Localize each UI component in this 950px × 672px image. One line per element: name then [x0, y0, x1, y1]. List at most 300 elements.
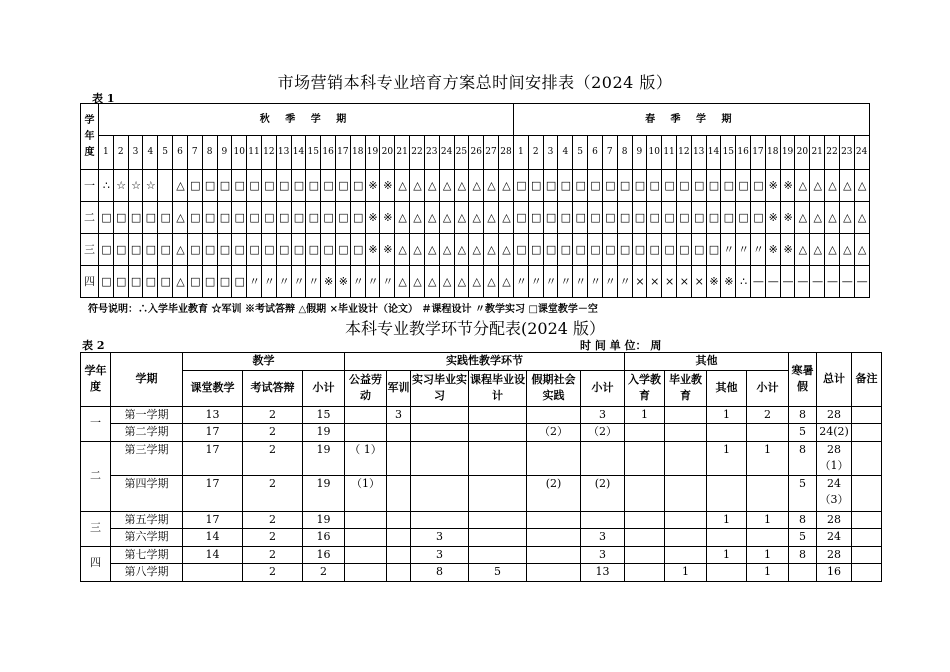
subheader-cell: 入学教育 [625, 370, 665, 406]
week-cell: 〃 [721, 234, 736, 266]
value-cell [581, 511, 625, 529]
value-cell: 13 [183, 406, 243, 424]
spring-week-number: 23 [839, 136, 854, 170]
week-cell: △ [469, 202, 484, 234]
value-cell: 24（3） [817, 475, 852, 511]
term-name-cell: 第八学期 [111, 564, 183, 582]
week-cell: □ [617, 202, 632, 234]
week-cell: ※ [765, 234, 780, 266]
week-cell: □ [291, 234, 306, 266]
week-cell: △ [395, 202, 410, 234]
table1-label: 表 1 [92, 92, 115, 105]
week-cell: □ [247, 170, 262, 202]
week-cell: △ [173, 170, 188, 202]
spring-week-number: 19 [780, 136, 795, 170]
week-cell: □ [217, 266, 232, 298]
week-cell: □ [602, 234, 617, 266]
value-cell [665, 406, 707, 424]
week-cell: △ [454, 170, 469, 202]
term-name-cell: 第四学期 [111, 475, 183, 511]
value-cell: 2 [243, 511, 303, 529]
week-cell: ※ [765, 170, 780, 202]
spring-week-number: 3 [543, 136, 558, 170]
week-cell: △ [395, 170, 410, 202]
value-cell: 2 [243, 424, 303, 442]
week-cell: △ [173, 266, 188, 298]
value-cell [469, 441, 527, 475]
subheader-cell: 考试答辩 [243, 370, 303, 406]
week-cell: △ [839, 202, 854, 234]
autumn-week-number: 2 [113, 136, 128, 170]
value-cell [665, 424, 707, 442]
week-cell: ※ [721, 266, 736, 298]
week-cell: □ [588, 170, 603, 202]
value-cell: （1） [345, 475, 387, 511]
week-cell: △ [439, 202, 454, 234]
week-cell: □ [261, 170, 276, 202]
value-cell [387, 511, 411, 529]
week-cell: ※ [365, 170, 380, 202]
value-cell [852, 529, 882, 547]
week-cell: × [676, 266, 691, 298]
week-cell: 〃 [380, 266, 395, 298]
value-cell: 5 [789, 424, 817, 442]
week-cell: ※ [765, 202, 780, 234]
week-cell: □ [158, 202, 173, 234]
week-cell: × [647, 266, 662, 298]
week-cell: □ [143, 234, 158, 266]
week-cell: □ [736, 202, 751, 234]
value-cell: 2 [243, 529, 303, 547]
value-cell: (2) [527, 475, 581, 511]
autumn-week-number: 20 [380, 136, 395, 170]
value-cell: 15 [303, 406, 345, 424]
autumn-week-number: 1 [99, 136, 114, 170]
week-cell: □ [128, 202, 143, 234]
subheader-cell: 毕业教育 [665, 370, 707, 406]
week-cell: — [795, 266, 810, 298]
week-cell: ※ [780, 202, 795, 234]
week-cell: □ [573, 170, 588, 202]
spring-week-number: 18 [765, 136, 780, 170]
header-vacation: 寒暑假 [789, 353, 817, 407]
value-cell: 1 [707, 406, 747, 424]
term-name-cell: 第六学期 [111, 529, 183, 547]
value-cell [387, 529, 411, 547]
week-cell: 〃 [617, 266, 632, 298]
value-cell [469, 406, 527, 424]
week-cell: △ [469, 266, 484, 298]
schedule-table [80, 103, 870, 298]
value-cell [625, 564, 665, 582]
autumn-week-number: 23 [424, 136, 439, 170]
value-cell: （ 1） [345, 441, 387, 475]
week-cell: □ [217, 202, 232, 234]
week-cell: 〃 [306, 266, 321, 298]
week-cell: □ [128, 266, 143, 298]
table2-label: 表 2 [82, 339, 105, 352]
value-cell [852, 406, 882, 424]
week-cell: □ [247, 234, 262, 266]
week-cell: □ [187, 234, 202, 266]
year-cell: 二 [81, 441, 111, 511]
week-cell: □ [573, 234, 588, 266]
week-cell: □ [514, 202, 529, 234]
week-cell: ∴ [99, 170, 114, 202]
week-cell: □ [113, 266, 128, 298]
autumn-week-number: 27 [484, 136, 499, 170]
value-cell [345, 511, 387, 529]
autumn-week-number: 11 [247, 136, 262, 170]
year-header-char: 年 [84, 130, 95, 142]
value-cell [852, 441, 882, 475]
header-year: 学年度 [81, 353, 111, 407]
week-cell: × [662, 266, 677, 298]
value-cell: 3 [387, 406, 411, 424]
week-cell: ※ [706, 266, 721, 298]
week-cell: □ [647, 234, 662, 266]
value-cell: 16 [303, 546, 345, 564]
week-cell: ※ [365, 202, 380, 234]
week-cell: ※ [380, 170, 395, 202]
schedule-title: 市场营销本科专业培育方案总时间安排表（2024 版） [277, 73, 673, 92]
subheader-cell: 小计 [581, 370, 625, 406]
week-cell: △ [498, 170, 513, 202]
value-cell: 28（1） [817, 441, 852, 475]
value-cell: 13 [581, 564, 625, 582]
value-cell: 8 [411, 564, 469, 582]
week-cell: □ [751, 170, 766, 202]
week-cell: □ [558, 202, 573, 234]
week-cell: □ [232, 170, 247, 202]
header-note: 备注 [852, 353, 882, 407]
value-cell [852, 424, 882, 442]
week-cell: □ [691, 170, 706, 202]
value-cell: 17 [183, 424, 243, 442]
week-cell: ∴ [736, 266, 751, 298]
term-row [81, 406, 882, 424]
value-cell [345, 406, 387, 424]
year-header-char: 学 [84, 114, 95, 126]
week-cell: □ [306, 234, 321, 266]
week-cell: ☆ [113, 170, 128, 202]
week-cell: △ [395, 234, 410, 266]
value-cell [747, 529, 789, 547]
value-cell: 19 [303, 424, 345, 442]
term-row [81, 546, 882, 564]
week-cell: □ [247, 202, 262, 234]
week-cell: □ [321, 170, 336, 202]
week-cell: □ [232, 202, 247, 234]
subheader-cell: 假期社会实践 [527, 370, 581, 406]
week-cell: 〃 [573, 266, 588, 298]
week-cell: □ [350, 234, 365, 266]
week-cell: □ [706, 234, 721, 266]
week-cell: □ [736, 170, 751, 202]
week-cell: □ [514, 234, 529, 266]
week-cell: □ [528, 202, 543, 234]
week-cell: — [780, 266, 795, 298]
value-cell [527, 529, 581, 547]
week-cell: □ [588, 202, 603, 234]
week-cell: □ [99, 202, 114, 234]
week-cell: □ [143, 202, 158, 234]
autumn-week-number: 12 [261, 136, 276, 170]
value-cell [469, 529, 527, 547]
week-cell: □ [632, 202, 647, 234]
week-cell: △ [439, 234, 454, 266]
week-cell: △ [854, 202, 869, 234]
value-cell [665, 511, 707, 529]
spring-week-number: 15 [721, 136, 736, 170]
value-cell: （2） [527, 424, 581, 442]
value-cell: 1 [707, 511, 747, 529]
week-cell: 〃 [528, 266, 543, 298]
week-cell: ※ [380, 202, 395, 234]
value-cell: 24(2) [817, 424, 852, 442]
autumn-week-number: 24 [439, 136, 454, 170]
term-row [81, 529, 882, 547]
week-cell: □ [336, 234, 351, 266]
week-cell: □ [306, 170, 321, 202]
week-cell: □ [261, 234, 276, 266]
autumn-week-number: 4 [143, 136, 158, 170]
value-cell [469, 424, 527, 442]
week-cell: △ [454, 234, 469, 266]
term-row [81, 564, 882, 582]
week-cell: △ [424, 234, 439, 266]
week-cell: △ [498, 234, 513, 266]
week-cell: 〃 [291, 266, 306, 298]
term-name-cell: 第七学期 [111, 546, 183, 564]
value-cell: 24 [817, 529, 852, 547]
week-cell: □ [158, 266, 173, 298]
week-cell: □ [336, 202, 351, 234]
value-cell [411, 475, 469, 511]
value-cell: 2 [303, 564, 345, 582]
value-cell [411, 441, 469, 475]
week-cell: △ [795, 234, 810, 266]
spring-week-number: 22 [825, 136, 840, 170]
autumn-week-number: 19 [365, 136, 380, 170]
subheader-cell: 实习毕业实习 [411, 370, 469, 406]
year-header-cell [81, 104, 99, 170]
week-cell: △ [854, 170, 869, 202]
week-cell: □ [662, 170, 677, 202]
spring-week-number: 14 [706, 136, 721, 170]
week-cell: □ [647, 170, 662, 202]
week-cell: — [854, 266, 869, 298]
week-cell: □ [291, 170, 306, 202]
week-cell: □ [99, 234, 114, 266]
value-cell: 28 [817, 546, 852, 564]
value-cell: （2） [581, 424, 625, 442]
value-cell [345, 424, 387, 442]
week-cell: △ [839, 170, 854, 202]
value-cell: 1 [747, 546, 789, 564]
value-cell [625, 424, 665, 442]
week-cell: ※ [780, 170, 795, 202]
spring-week-number: 12 [676, 136, 691, 170]
value-cell [527, 406, 581, 424]
week-cell: 〃 [247, 266, 262, 298]
week-cell: □ [558, 234, 573, 266]
value-cell [183, 564, 243, 582]
value-cell: 17 [183, 441, 243, 475]
value-cell: 8 [789, 546, 817, 564]
week-cell: △ [498, 202, 513, 234]
week-cell: □ [543, 202, 558, 234]
week-cell: △ [410, 202, 425, 234]
week-cell: □ [751, 202, 766, 234]
week-cell: □ [202, 266, 217, 298]
week-cell: △ [795, 170, 810, 202]
spring-week-number: 2 [528, 136, 543, 170]
value-cell [527, 564, 581, 582]
value-cell [625, 529, 665, 547]
value-cell: 2 [243, 475, 303, 511]
year-cell: 三 [81, 234, 99, 266]
week-cell: □ [632, 170, 647, 202]
value-cell [345, 529, 387, 547]
week-cell: □ [321, 234, 336, 266]
value-cell [345, 546, 387, 564]
autumn-week-number: 13 [276, 136, 291, 170]
week-cell: □ [647, 202, 662, 234]
week-cell: □ [350, 202, 365, 234]
spring-week-number: 17 [751, 136, 766, 170]
value-cell: (2) [581, 475, 625, 511]
week-cell: △ [825, 170, 840, 202]
week-cell: 〃 [261, 266, 276, 298]
value-cell [707, 529, 747, 547]
header-other: 其他 [625, 353, 789, 371]
value-cell [527, 511, 581, 529]
autumn-week-number: 26 [469, 136, 484, 170]
week-cell: □ [543, 170, 558, 202]
week-cell: □ [691, 234, 706, 266]
header-term: 学期 [111, 353, 183, 407]
week-cell: □ [232, 234, 247, 266]
week-cell: □ [617, 234, 632, 266]
value-cell [852, 564, 882, 582]
week-cell: △ [498, 266, 513, 298]
autumn-week-number: 5 [158, 136, 173, 170]
week-cell: □ [336, 170, 351, 202]
value-cell: 19 [303, 475, 345, 511]
value-cell: 1 [747, 564, 789, 582]
value-cell: 1 [747, 441, 789, 475]
week-cell: 〃 [602, 266, 617, 298]
value-cell: 2 [747, 406, 789, 424]
week-cell: △ [439, 266, 454, 298]
value-cell: 5 [469, 564, 527, 582]
autumn-week-number: 15 [306, 136, 321, 170]
week-cell: △ [795, 202, 810, 234]
allocation-table [80, 352, 882, 582]
header-teaching: 教学 [183, 353, 345, 371]
week-cell: □ [202, 170, 217, 202]
week-cell: △ [484, 234, 499, 266]
week-cell: □ [276, 202, 291, 234]
value-cell [852, 546, 882, 564]
week-cell: — [751, 266, 766, 298]
week-cell: □ [232, 266, 247, 298]
value-cell: 16 [817, 564, 852, 582]
value-cell: 19 [303, 511, 345, 529]
autumn-week-number: 10 [232, 136, 247, 170]
value-cell [852, 511, 882, 529]
week-cell: □ [588, 234, 603, 266]
value-cell: 3 [581, 529, 625, 547]
week-cell: ※ [321, 266, 336, 298]
autumn-week-number: 6 [173, 136, 188, 170]
week-cell: □ [676, 234, 691, 266]
week-cell: □ [676, 170, 691, 202]
value-cell [411, 424, 469, 442]
week-cell: △ [839, 234, 854, 266]
schedule-row [81, 170, 870, 202]
spring-week-number: 5 [573, 136, 588, 170]
value-cell [625, 511, 665, 529]
value-cell [707, 424, 747, 442]
week-cell: 〃 [543, 266, 558, 298]
week-cell: △ [439, 170, 454, 202]
term-row [81, 424, 882, 442]
autumn-week-number: 3 [128, 136, 143, 170]
value-cell [411, 406, 469, 424]
week-cell: ※ [780, 234, 795, 266]
value-cell [527, 441, 581, 475]
week-cell: □ [528, 170, 543, 202]
autumn-week-number: 14 [291, 136, 306, 170]
year-cell: 一 [81, 406, 111, 441]
value-cell [665, 475, 707, 511]
week-cell: □ [187, 202, 202, 234]
week-cell: □ [187, 170, 202, 202]
week-cell: 〃 [365, 266, 380, 298]
week-cell: □ [514, 170, 529, 202]
autumn-week-number: 28 [498, 136, 513, 170]
value-cell: 1 [707, 546, 747, 564]
spring-week-number: 13 [691, 136, 706, 170]
week-cell: □ [291, 202, 306, 234]
week-cell: 〃 [514, 266, 529, 298]
value-cell [411, 511, 469, 529]
week-cell: □ [202, 202, 217, 234]
value-cell [852, 475, 882, 511]
value-cell [707, 475, 747, 511]
schedule-row [81, 202, 870, 234]
schedule-row [81, 234, 870, 266]
year-cell: 一 [81, 170, 99, 202]
value-cell [469, 546, 527, 564]
week-cell: △ [424, 170, 439, 202]
week-cell: □ [217, 170, 232, 202]
value-cell: 3 [411, 529, 469, 547]
week-cell: △ [424, 202, 439, 234]
week-cell: □ [158, 234, 173, 266]
value-cell [387, 424, 411, 442]
autumn-week-number: 22 [410, 136, 425, 170]
week-cell: □ [202, 234, 217, 266]
value-cell: 5 [789, 529, 817, 547]
value-cell [789, 564, 817, 582]
week-cell: 〃 [276, 266, 291, 298]
spring-semester-header: 春 季 学 期 [514, 104, 870, 136]
week-cell: □ [721, 202, 736, 234]
week-cell: □ [706, 170, 721, 202]
